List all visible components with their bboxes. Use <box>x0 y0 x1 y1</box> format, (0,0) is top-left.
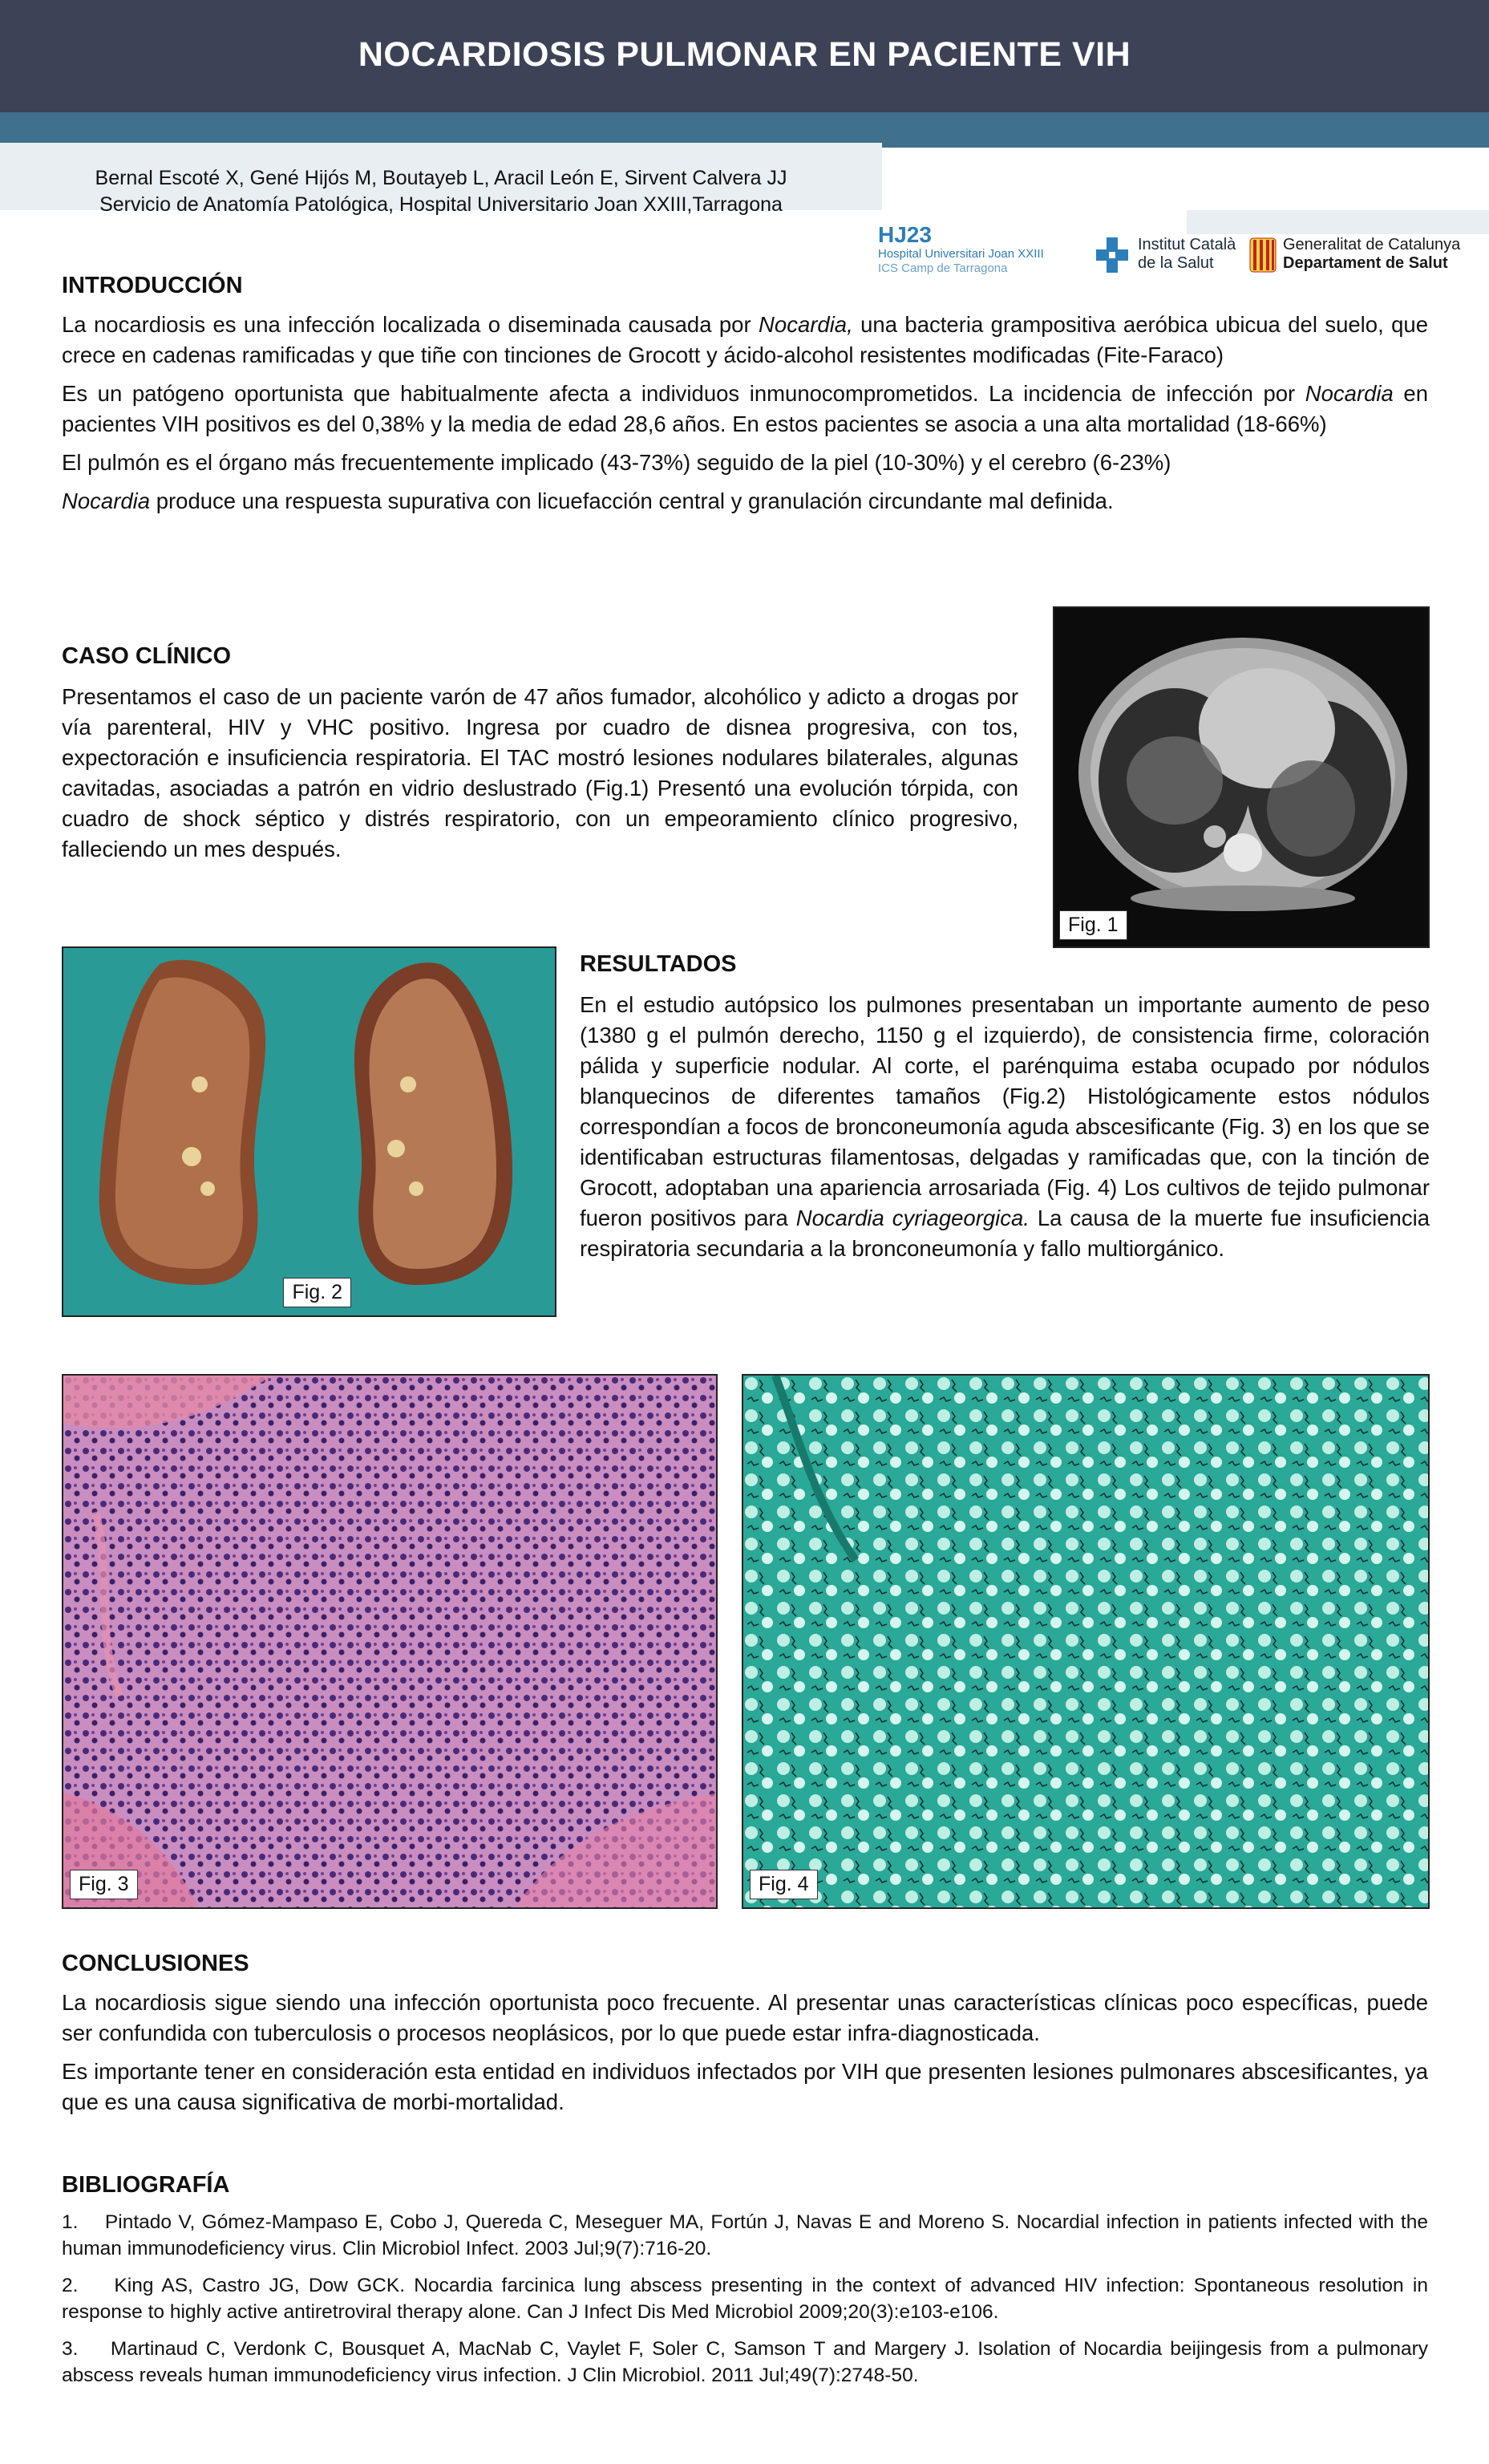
intro-p2-a: Es un patógeno oportunista que habitualmente afecta a individuos inmunocomprometidos. La incidencia de infección por <box>62 381 1305 406</box>
hj-name: Hospital Universitari Joan XXIII <box>878 247 1044 261</box>
header-stripe <box>882 175 1379 183</box>
resultados-p1-a: En el estudio autópsico los pulmones presentaban un importante aumento de peso (1380 g el pulmón derecho, 1150 g el izquierdo), de consistencia firme, coloración pálida y superficie nodular. Al corte, el parénquima estaba ocupado por nódulos blanquecinos de diferentes tamaños (Fig.2) Histológicamente estos nódulos correspondían a focos de bronconeumonía aguda abscesificante (Fig. 3) en los que se identificaban estructuras filamentosas, delgadas y ramificadas que, con la tinción de Grocott, adoptaban una apariencia arrosariada (Fig. 4) Los cultivos de tejido pulmonar fueron positivos para <box>580 992 1430 1230</box>
intro-p2-italic: Nocardia <box>1305 381 1394 406</box>
ct-scan-drawing <box>1054 608 1430 948</box>
fig3-histology-image <box>62 1374 718 1909</box>
conclusiones-section <box>62 1988 1428 2118</box>
caso-paragraph: Presentamos el caso de un paciente varón de 47 años fumador, alcohólico y adicto a drogas por vía parenteral, HIV y VHC positivo. Ingresa por cuadro de disnea progresiva, con tos, expectoración e insuficiencia respiratoria. El TAC mostró lesiones nodulares bilaterales, algunas cavitadas, asociadas a patrón en vidrio deslustrado (Fig.1) Presentó una evolución tórpida, con cuadro de shock séptico y distrés respiratorio, con un empeoramiento clínico progresivo, falleciendo un mes después. <box>62 684 1018 861</box>
conclusiones-paragraph-1: La nocardiosis sigue siendo una infección oportunista poco frecuente. Al presentar unas características clínicas poco específicas, puede ser confundida con tuberculosis o procesos neoplásicos, por lo que puede estar infra-diagnosticada. <box>62 1990 1428 2045</box>
bibliografia-list <box>62 2209 1434 2389</box>
fig2-lung-image <box>62 946 556 1317</box>
reference-item: 1. Pintado V, Gómez-Mampaso E, Cobo J, Quereda C, Meseguer MA, Fortún J, Navas E and Moreno S. Nocardial infection in patients infected with the human immunodeficiency virus. Clin Microbiol Infect. 2003 Jul;9(7):716-20. <box>62 2211 1434 2259</box>
intro-paragraph-4 <box>62 486 1428 517</box>
fig4-grocott-image <box>742 1374 1430 1909</box>
conclusiones-heading: CONCLUSIONES <box>62 1951 249 1976</box>
intro-paragraph-2 <box>62 379 1428 440</box>
intro-p1-b: una bacteria grampositiva aeróbica ubicua del suelo, que crece en cadenas ramificadas y que tiñe con tinciones de Grocott y ácido-alcohol resistentes modificadas (Fite-Faraco) <box>62 312 1428 367</box>
hj23-mark: HJ23 <box>878 222 932 247</box>
intro-p2-b: en pacientes VIH positivos es del 0,38% y la media de edad 28,6 años. En estos pacientes se asocia a una alta mortalidad (18-66%) <box>62 381 1428 436</box>
resultados-p1-italic: Nocardia cyriageorgica. <box>795 1206 1030 1230</box>
ics-logo <box>1094 234 1247 276</box>
he-stain-drawing <box>63 1376 718 1909</box>
gen-line2: Departament de Salut <box>1283 254 1448 272</box>
resultados-paragraph <box>580 990 1430 1264</box>
fig4-label: Fig. 4 <box>750 1870 818 1899</box>
authors: Bernal Escoté X, Gené Hijós M, Boutayeb L, Aracil León E, Sirvent Calvera JJ <box>95 167 787 189</box>
fig2-label: Fig. 2 <box>283 1278 351 1307</box>
resultados-p1-b: La causa de la muerte fue insuficiencia respiratoria secundaria a la bronconeumonía y fallo multiorgánico. <box>580 1206 1430 1261</box>
affiliation: Servicio de Anatomía Patológica, Hospital Universitario Joan XXIII,Tarragona <box>99 193 783 216</box>
caso-heading: CASO CLÍNICO <box>62 643 232 669</box>
hospital-logo <box>878 223 1086 284</box>
generalitat-shield-icon <box>1249 237 1277 273</box>
conclusiones-paragraph-2: Es importante tener en consideración esta entidad en individuos infectados por VIH que presenten lesiones pulmonares abscesificantes, ya que es una causa significativa de morbi-mortalidad. <box>62 2059 1428 2114</box>
bibliografia-heading: BIBLIOGRAFÍA <box>62 2172 230 2198</box>
author-block <box>32 165 850 218</box>
gen-line1: Generalitat de Catalunya <box>1283 236 1461 253</box>
header-corner <box>1187 210 1489 234</box>
fig3-label: Fig. 3 <box>70 1870 138 1899</box>
resultados-heading: RESULTADOS <box>580 951 737 977</box>
ics-line2: de la Salut <box>1138 254 1214 272</box>
intro-p1-italic: Nocardia, <box>759 312 853 337</box>
intro-section <box>62 310 1428 517</box>
ics-cross-icon <box>1094 236 1130 274</box>
hj-sub: ICS Camp de Tarragona <box>878 261 1008 275</box>
reference-item: 2. King AS, Castro JG, Dow GCK. Nocardia farcinica lung abscess presenting in the context of advanced HIV infection: Spontaneous resolution in response to highly active antiretroviral therapy alone. Can J Infect Dis Med Microbiol 2009;20(3):e103-e106. <box>62 2275 1434 2323</box>
grocott-stain-drawing <box>743 1376 1430 1909</box>
ics-line1: Institut Català <box>1138 236 1236 253</box>
poster-title: NOCARDIOSIS PULMONAR EN PACIENTE VIH <box>358 35 1131 74</box>
fig1-label: Fig. 1 <box>1059 910 1127 940</box>
intro-p4-b: produce una respuesta supurativa con licuefacción central y granulación circundante mal definida. <box>150 488 1114 513</box>
intro-paragraph-1 <box>62 310 1428 371</box>
lung-specimen-drawing <box>63 948 556 1317</box>
intro-p4-italic: Nocardia <box>62 488 151 513</box>
intro-paragraph-3: El pulmón es el órgano más frecuentemente implicado (43-73%) seguido de la piel (10-30%) y el cerebro (6-23%) <box>62 450 1171 475</box>
intro-heading: INTRODUCCIÓN <box>62 273 243 298</box>
fig1-ct-image <box>1053 606 1430 948</box>
reference-item: 3. Martinaud C, Verdonk C, Bousquet A, MacNab C, Vaylet F, Soler C, Samson T and Margery J. Isolation of Nocardia beijingesis from a pulmonary abscess reveals human immunodeficiency virus infection. J Clin Microbiol. 2011 Jul;49(7):2748-50. <box>62 2338 1434 2386</box>
generalitat-logo <box>1249 234 1482 276</box>
intro-p1-a: La nocardiosis es una infección localizada o diseminada causada por <box>62 312 759 337</box>
